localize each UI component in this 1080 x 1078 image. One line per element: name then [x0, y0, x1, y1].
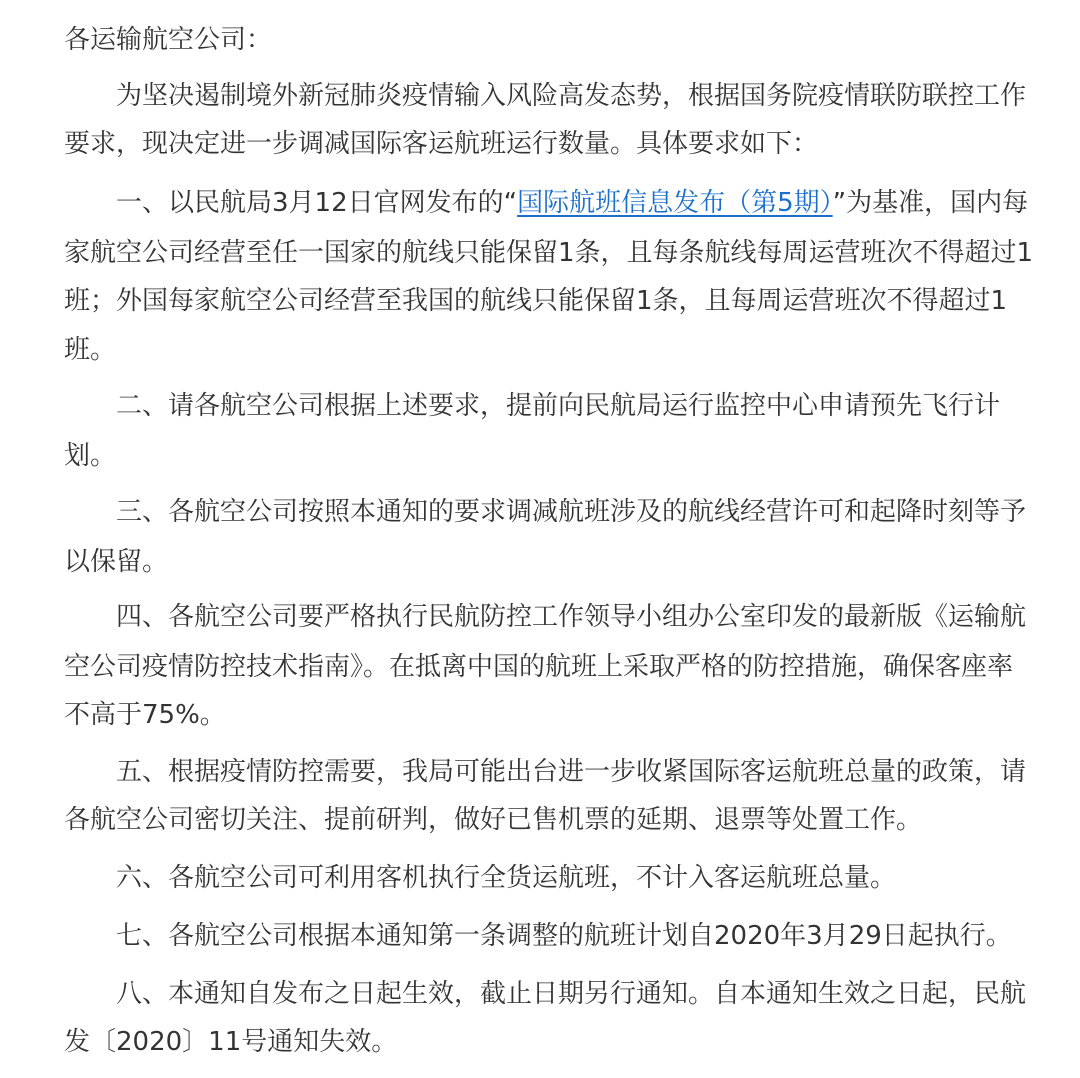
item-2-line-1: 二、请各航空公司根据上述要求，提前向民航局运行监控中心申请预先飞行计: [116, 391, 1001, 421]
item-7-line-1: 七、各航空公司根据本通知第一条调整的航班计划自2020年3月29日起执行。: [116, 921, 1012, 951]
item-8-line-2: 发〔2020〕11号通知失效。: [64, 1027, 398, 1057]
item-1-line-3: 班；外国每家航空公司经营至我国的航线只能保留1条，且每周运营班次不得超过1: [64, 286, 1008, 316]
item-3-line-1: 三、各航空公司按照本通知的要求调减航班涉及的航线经营许可和起降时刻等予: [116, 497, 1027, 527]
item-4-line-2: 空公司疫情防控技术指南》。在抵离中国的航班上采取严格的防控措施，确保客座率: [64, 652, 1014, 682]
intl-flight-info-link[interactable]: 国际航班信息发布（第5期）: [517, 188, 833, 218]
item-1-line-4: 班。: [64, 335, 117, 365]
salutation: 各运输航空公司：: [64, 25, 273, 55]
item-4-line-3: 不高于75%。: [64, 700, 226, 730]
item-1-prefix: 一、以民航局3月12日官网发布的“: [116, 188, 518, 218]
item-5-line-2: 各航空公司密切关注、提前研判，做好已售机票的延期、退票等处置工作。: [64, 805, 923, 835]
item-6-line-1: 六、各航空公司可利用客机执行全货运航班，不计入客运航班总量。: [116, 863, 897, 893]
item-4-line-1: 四、各航空公司要严格执行民航防控工作领导小组办公室印发的最新版《运输航: [116, 602, 1027, 632]
item-1-suffix: ”为基准，国内每: [832, 188, 1029, 218]
item-2-line-2: 划。: [64, 441, 117, 471]
intro-line-1: 为坚决遏制境外新冠肺炎疫情输入风险高发态势，根据国务院疫情联防联控工作: [116, 81, 1027, 111]
item-1-line-1: [116, 187, 1028, 219]
item-5-line-1: 五、根据疫情防控需要，我局可能出台进一步收紧国际客运航班总量的政策，请: [116, 757, 1027, 787]
item-8-line-1: 八、本通知自发布之日起生效，截止日期另行通知。自本通知生效之日起，民航: [116, 979, 1027, 1009]
item-1-line-2: 家航空公司经营至任一国家的航线只能保留1条，且每条航线每周运营班次不得超过1: [64, 238, 1034, 268]
intro-line-2: 要求，现决定进一步调减国际客运航班运行数量。具体要求如下：: [64, 129, 819, 159]
item-3-line-2: 以保留。: [64, 547, 169, 577]
